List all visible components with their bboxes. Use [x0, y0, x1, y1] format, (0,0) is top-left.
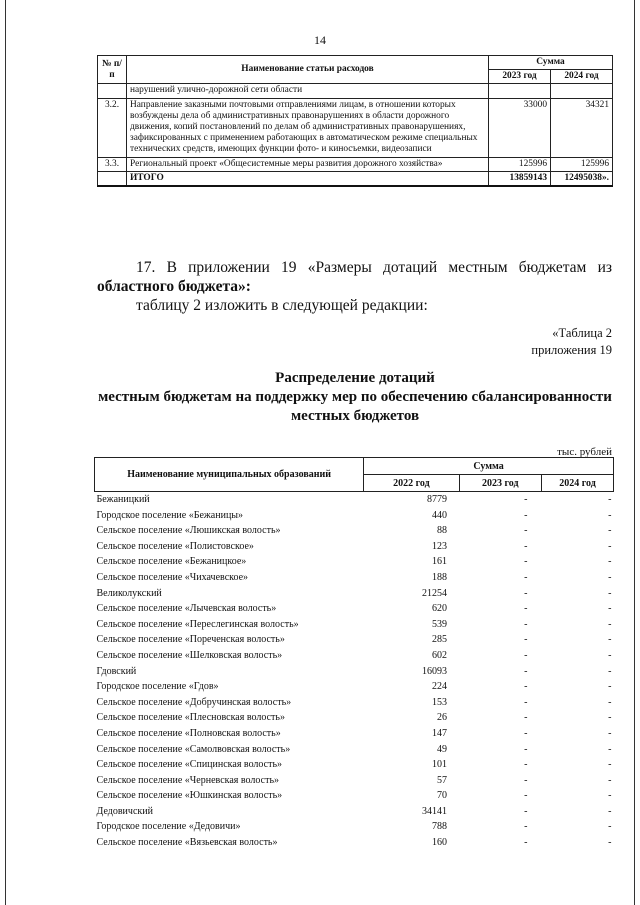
municipality-name: Сельское поселение «Вязьевская волость» [96, 837, 278, 849]
header-sum: Сумма [489, 56, 613, 70]
value-2024: - [608, 509, 612, 521]
value-2023: - [524, 618, 528, 630]
table-title [0, 369, 640, 426]
table-row [95, 508, 614, 524]
units-label: тыс. рублей [557, 446, 612, 458]
value-2023: - [524, 774, 528, 786]
value-2024: - [608, 790, 612, 802]
header-2022: 2022 год [364, 475, 459, 492]
municipality-name: Гдовский [96, 665, 137, 677]
value-2024: - [608, 774, 612, 786]
header-2024: 2024 год [541, 475, 613, 492]
value-2023: - [524, 727, 528, 739]
table-row [95, 773, 614, 789]
value-2023: - [524, 571, 528, 583]
value-2023: - [524, 540, 528, 552]
table-row [95, 835, 614, 851]
row-num [98, 84, 127, 98]
paragraph-line-1: 17. В приложении 19 «Размеры дотаций местным бюджетам из [136, 259, 612, 276]
total-label: ИТОГО [127, 171, 489, 186]
value-2023: - [524, 805, 528, 817]
value-2024: - [608, 571, 612, 583]
value-2023: - [524, 681, 528, 693]
municipality-name: Сельское поселение «Пореченская волость» [96, 634, 285, 646]
value-2024: - [608, 727, 612, 739]
value-2023: - [524, 821, 528, 833]
table-row [95, 617, 614, 633]
header-num: № п/п [98, 56, 127, 84]
value-2024: - [608, 525, 612, 537]
value-2024: - [608, 696, 612, 708]
table-row [95, 539, 614, 555]
table-row [95, 601, 614, 617]
value-2023: - [524, 494, 528, 505]
table-row [98, 98, 613, 157]
municipality-name: Сельское поселение «Бежаницкое» [96, 556, 247, 568]
value-2024: - [608, 681, 612, 693]
table-note-line-2: приложения 19 [531, 343, 612, 357]
value-2022: 57 [437, 774, 448, 786]
value-2022: 539 [432, 618, 448, 630]
municipality-name: Сельское поселение «Юшкинская волость» [96, 790, 283, 802]
table-row [95, 710, 614, 726]
table-row [95, 664, 614, 680]
value-2024: - [608, 665, 612, 677]
municipality-name: Городское поселение «Дедовичи» [96, 821, 241, 833]
municipality-name: Городское поселение «Гдов» [96, 681, 219, 693]
value-2022: 26 [437, 712, 448, 724]
title-line-3: местных бюджетов [290, 408, 420, 424]
value-2024: - [608, 618, 612, 630]
municipality-name: Сельское поселение «Добручинская волость» [96, 696, 292, 708]
value-2023: - [524, 696, 528, 708]
value-2024: - [608, 805, 612, 817]
municipality-name: Сельское поселение «Люшикская волость» [96, 525, 281, 537]
header-2024: 2024 год [551, 70, 613, 84]
row-2023: 33000 [489, 98, 551, 157]
value-2024: - [608, 837, 612, 849]
table-row [95, 695, 614, 711]
value-2022: 285 [432, 634, 448, 646]
value-2022: 8779 [427, 494, 448, 505]
municipality-name: Сельское поселение «Переслегинская волость» [96, 618, 299, 630]
value-2023: - [524, 712, 528, 724]
value-2023: - [524, 525, 528, 537]
municipality-name: Сельское поселение «Спицинская волость» [96, 759, 283, 771]
table-row [95, 742, 614, 758]
value-2024: - [608, 712, 612, 724]
subsidies-table [94, 457, 614, 851]
municipality-name: Великолукский [96, 587, 162, 599]
total-2023: 13859143 [489, 171, 551, 186]
value-2023: - [524, 587, 528, 599]
row-2024: 125996 [551, 157, 613, 171]
value-2024: - [608, 821, 612, 833]
value-2022: 88 [437, 525, 448, 537]
value-2022: 161 [432, 556, 448, 568]
value-2022: 788 [432, 821, 448, 833]
municipality-name: Сельское поселение «Самолвовская волость» [96, 743, 291, 755]
header-2023: 2023 год [489, 70, 551, 84]
value-2024: - [608, 494, 612, 505]
municipality-name: Дедовичский [96, 805, 153, 817]
value-2024: - [608, 603, 612, 615]
table-row [95, 632, 614, 648]
value-2023: - [524, 509, 528, 521]
expenses-table [97, 55, 613, 187]
row-2024: 34321 [551, 98, 613, 157]
value-2024: - [608, 649, 612, 661]
value-2024: - [608, 587, 612, 599]
table-row [95, 523, 614, 539]
value-2023: - [524, 634, 528, 646]
value-2023: - [524, 759, 528, 771]
municipality-name: Сельское поселение «Шелковская волость» [96, 649, 283, 661]
row-name: Региональный проект «Общесистемные меры развития дорожного хозяйства» [127, 157, 489, 171]
municipality-name: Городское поселение «Бежаницы» [96, 509, 244, 521]
paragraph-line-3: таблицу 2 изложить в следующей редакции: [136, 297, 428, 314]
table-note-line-1: «Таблица 2 [552, 326, 612, 340]
page-number: 14 [314, 33, 326, 47]
value-2022: 70 [437, 790, 448, 802]
value-2022: 49 [437, 743, 448, 755]
table-row [95, 492, 614, 508]
scan-border-left [5, 0, 6, 905]
total-2024: 12495038». [551, 171, 613, 186]
value-2022: 153 [432, 696, 448, 708]
value-2022: 21254 [422, 587, 448, 599]
row-name: Направление заказными почтовыми отправлениями лицам, в отношении которых возбуждены дела об административных правонарушениях в области дорожного движения, копий постановлений по делам об административных правонарушениях, зафиксированных с применением работающих в автоматическом режиме специальных технических средств, имеющих функции фото- и киносъемки, видеозаписи [127, 98, 489, 157]
table-row [95, 648, 614, 664]
scan-border-right [634, 0, 635, 905]
total-row [98, 171, 613, 186]
municipality-name: Сельское поселение «Полистовское» [96, 540, 254, 552]
row-2024 [551, 84, 613, 98]
value-2023: - [524, 837, 528, 849]
table-row [98, 157, 613, 171]
title-line-1: Распределение дотаций [275, 370, 435, 386]
value-2024: - [608, 540, 612, 552]
header-sum: Сумма [364, 458, 614, 475]
value-2022: 101 [432, 759, 448, 771]
value-2022: 440 [432, 509, 448, 521]
value-2023: - [524, 665, 528, 677]
row-num: 3.2. [98, 98, 127, 157]
value-2022: 602 [432, 649, 448, 661]
value-2023: - [524, 556, 528, 568]
table-row [95, 726, 614, 742]
table-row [95, 586, 614, 602]
municipality-name: Сельское поселение «Полновская волость» [96, 727, 281, 739]
value-2022: 160 [432, 837, 448, 849]
value-2022: 147 [432, 727, 448, 739]
municipality-name: Бежаницкий [96, 494, 150, 505]
municipality-name: Сельское поселение «Лычевская волость» [96, 603, 277, 615]
value-2024: - [608, 743, 612, 755]
value-2024: - [608, 556, 612, 568]
municipality-name: Сельское поселение «Плесновская волость» [96, 712, 285, 724]
row-num: 3.3. [98, 157, 127, 171]
header-name: Наименование статьи расходов [127, 56, 489, 84]
paragraph-line-2: областного бюджета»: [97, 278, 251, 295]
value-2024: - [608, 759, 612, 771]
row-name: нарушений улично-дорожной сети области [127, 84, 489, 98]
value-2023: - [524, 743, 528, 755]
header-2023: 2023 год [459, 475, 541, 492]
table-row [95, 804, 614, 820]
value-2023: - [524, 603, 528, 615]
municipality-name: Сельское поселение «Черневская волость» [96, 774, 280, 786]
table-row [95, 554, 614, 570]
row-2023 [489, 84, 551, 98]
table-row [95, 679, 614, 695]
table-row [98, 84, 613, 98]
title-line-2: местным бюджетам на поддержку мер по обеспечению сбалансированности [98, 389, 612, 405]
value-2022: 34141 [422, 805, 448, 817]
value-2023: - [524, 790, 528, 802]
value-2023: - [524, 649, 528, 661]
value-2022: 123 [432, 540, 448, 552]
row-2023: 125996 [489, 157, 551, 171]
table-row [95, 788, 614, 804]
value-2022: 620 [432, 603, 448, 615]
table-row [95, 570, 614, 586]
row-num [98, 171, 127, 186]
municipality-name: Сельское поселение «Чихачевское» [96, 571, 249, 583]
table-row [95, 757, 614, 773]
value-2022: 188 [432, 571, 448, 583]
value-2024: - [608, 634, 612, 646]
value-2022: 16093 [422, 665, 448, 677]
value-2022: 224 [432, 681, 448, 693]
table-row [95, 819, 614, 835]
header-municipality: Наименование муниципальных образований [95, 458, 364, 492]
